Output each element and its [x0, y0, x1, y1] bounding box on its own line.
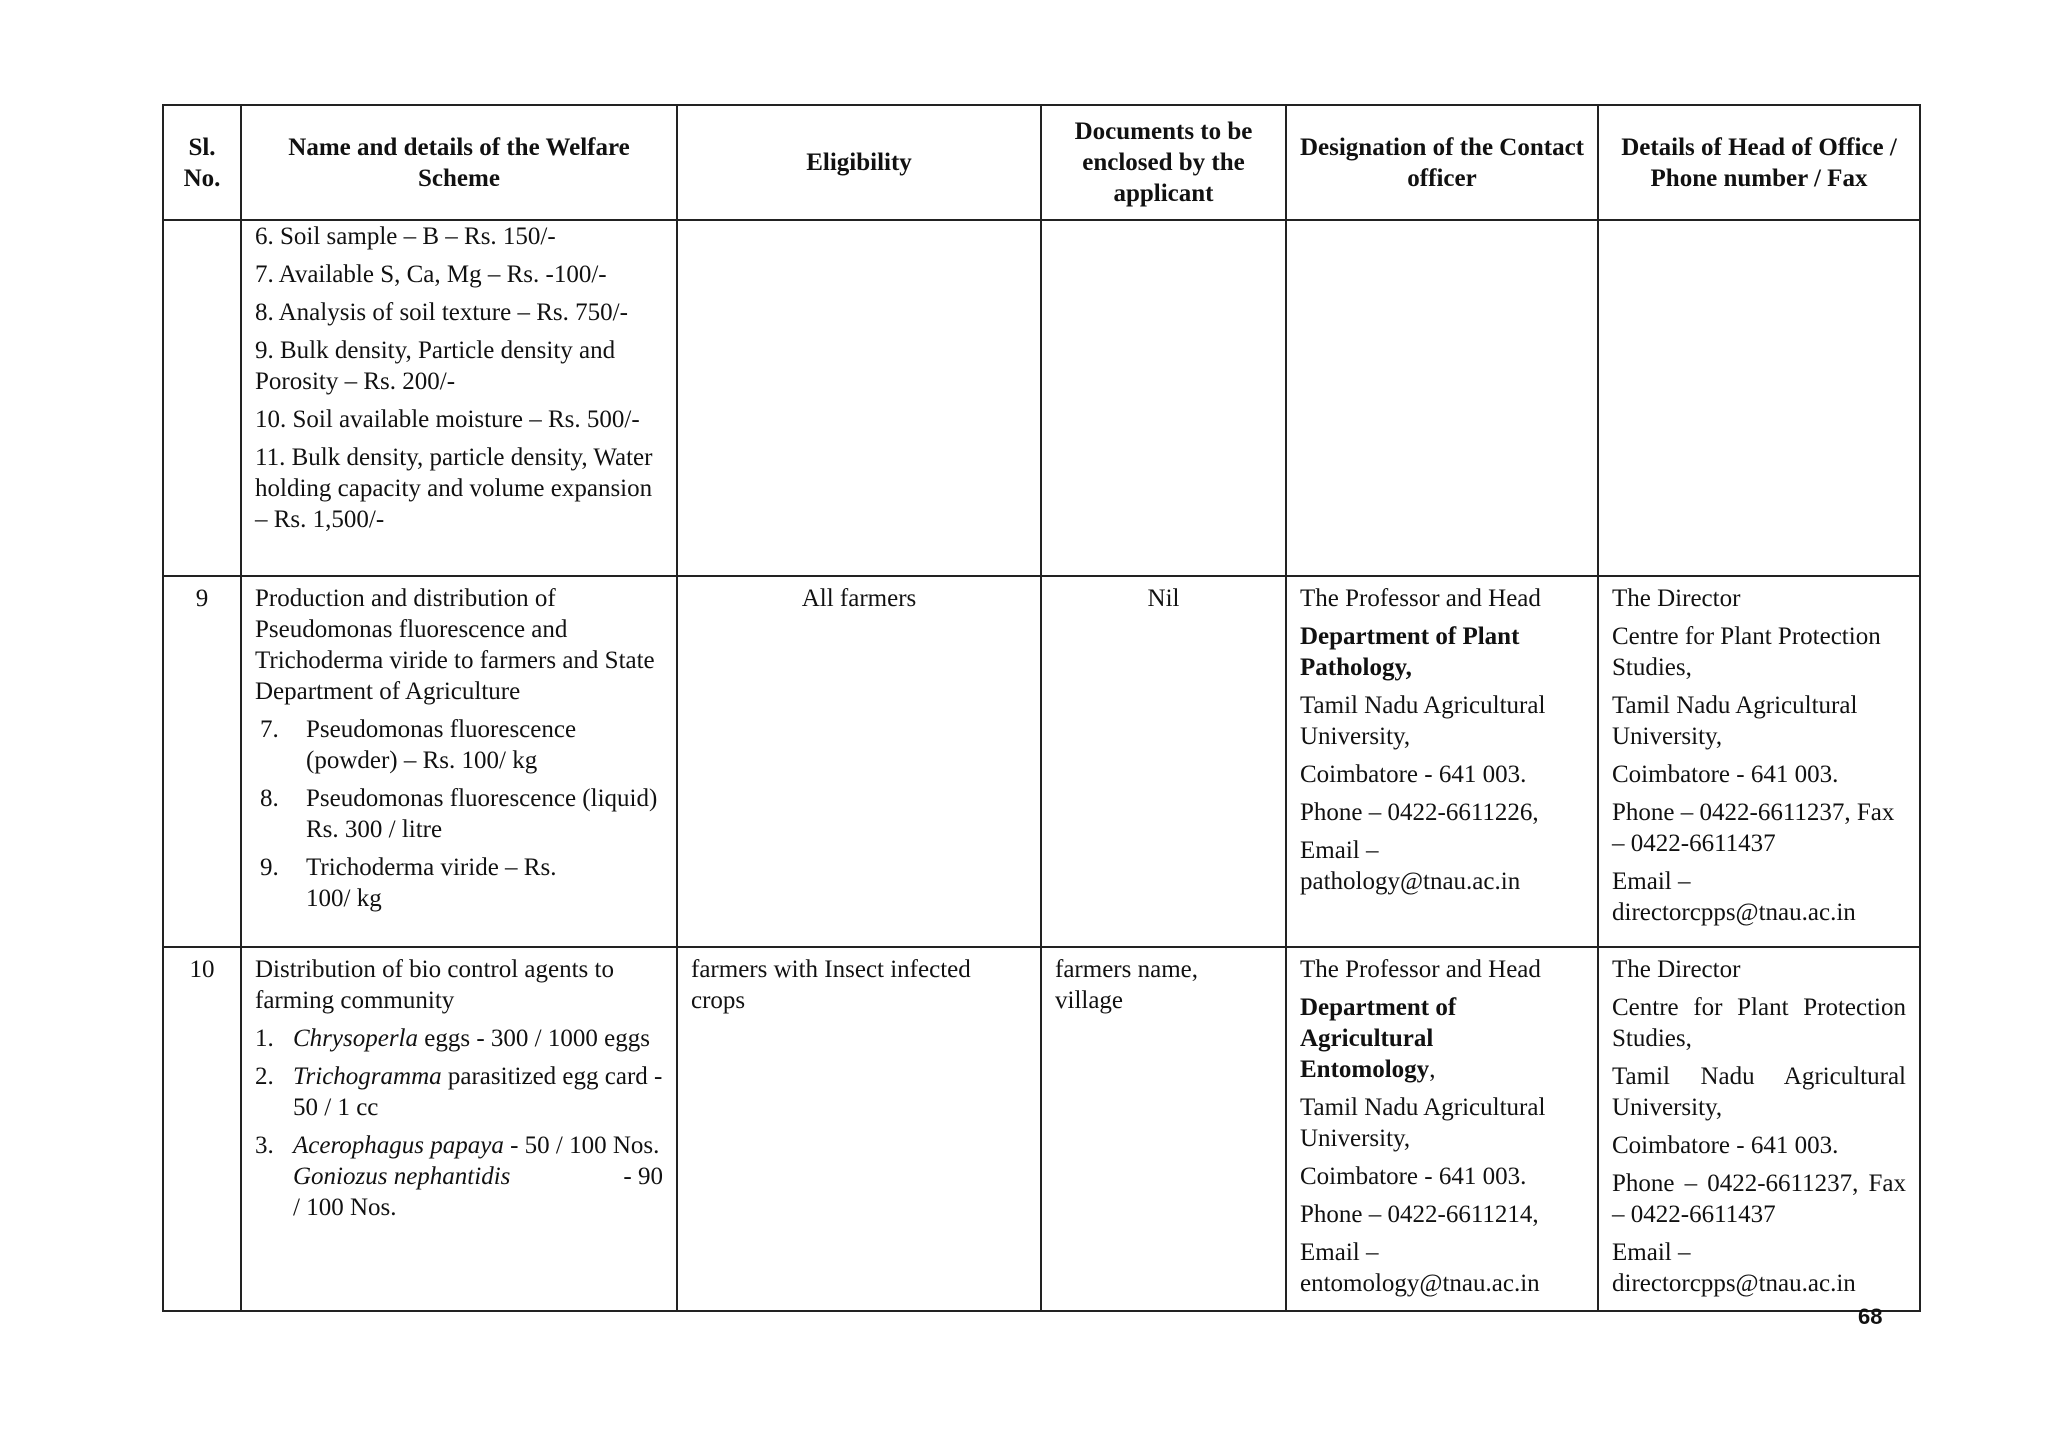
list-item	[255, 1023, 663, 1054]
scheme-cell	[241, 576, 677, 947]
table-row	[163, 947, 1920, 1311]
item-text: Trichoderma viride – Rs. 100/ kg	[306, 854, 557, 912]
centre-name: Centre for Plant Protection Studies,	[1612, 623, 1881, 681]
email-address: Email – directorcpps@tnau.ac.in	[1612, 1239, 1856, 1297]
university-name: Tamil Nadu Agricultural University,	[1300, 1094, 1546, 1152]
list-item	[255, 783, 663, 845]
department-comma: ,	[1429, 1056, 1436, 1083]
list-item: 6. Soil sample – B – Rs. 150/-	[255, 223, 556, 250]
species-name: Trichogramma	[293, 1063, 442, 1090]
email-address: Email – directorcpps@tnau.ac.in	[1612, 868, 1856, 926]
city-pincode: Coimbatore - 641 003.	[1612, 761, 1839, 788]
head-title: The Director	[1612, 585, 1741, 612]
list-item: 7. Available S, Ca, Mg – Rs. -100/-	[255, 261, 607, 288]
scheme-intro: Production and distribution of Pseudomonas fluorescence and Trichoderma viride to farmers and State Department of Agriculture	[255, 585, 655, 705]
city-pincode: Coimbatore - 641 003.	[1300, 1163, 1527, 1190]
species-name: Acerophagus papaya	[293, 1132, 504, 1159]
welfare-scheme-table	[162, 104, 1921, 1312]
documents-cell: farmers name, village	[1041, 947, 1286, 1311]
email-address: Email – entomology@tnau.ac.in	[1300, 1239, 1540, 1297]
documents-cell: Nil	[1041, 576, 1286, 947]
species-name: Goniozus nephantidis	[293, 1163, 511, 1190]
header-contact-officer: Designation of the Contact officer	[1286, 105, 1598, 220]
phone-number: Phone – 0422-6611214,	[1300, 1201, 1539, 1228]
item-text: Pseudomonas fluorescence (powder) – Rs. 100/ kg	[306, 716, 577, 774]
head-cell	[1598, 576, 1920, 947]
table-row	[163, 576, 1920, 947]
officer-title: The Professor and Head	[1300, 956, 1541, 983]
documents-cell	[1041, 220, 1286, 576]
city-pincode: Coimbatore - 641 003.	[1300, 761, 1527, 788]
designation-cell	[1286, 576, 1598, 947]
sl-cell: 10	[163, 947, 241, 1311]
list-item: 11. Bulk density, particle density, Water holding capacity and volume expansion – Rs. 1,500/-	[255, 444, 653, 533]
university-name: Tamil Nadu Agricultural University,	[1300, 692, 1546, 750]
item-number: 7.	[260, 716, 279, 743]
header-head-of-office: Details of Head of Office / Phone number / Fax	[1598, 105, 1920, 220]
department-name: Department of Plant Pathology,	[1300, 623, 1520, 681]
item-number: 8.	[260, 785, 279, 812]
item-number: 3.	[255, 1132, 274, 1159]
item-number: 9.	[260, 854, 279, 881]
item-rate: - 50 / 100 Nos.	[503, 1132, 660, 1159]
sl-cell	[163, 220, 241, 576]
header-documents: Documents to be enclosed by the applicant	[1041, 105, 1286, 220]
eligibility-cell	[677, 220, 1041, 576]
species-name: Chrysoperla	[293, 1025, 418, 1052]
list-item	[255, 1061, 663, 1123]
item-text: Pseudomonas fluorescence (liquid) Rs. 300 / litre	[306, 785, 658, 843]
eligibility-cell: All farmers	[677, 576, 1041, 947]
header-eligibility: Eligibility	[677, 105, 1041, 220]
table-header-row	[163, 105, 1920, 220]
head-title: The Director	[1612, 956, 1741, 983]
department-name: Department of Agricultural Entomology	[1300, 994, 1457, 1083]
sl-cell: 9	[163, 576, 241, 947]
list-item	[255, 714, 663, 776]
header-sl-no: Sl. No.	[163, 105, 241, 220]
phone-number: Phone – 0422-6611226,	[1300, 799, 1539, 826]
list-item	[255, 1130, 663, 1161]
scheme-intro: Distribution of bio control agents to farming community	[255, 956, 614, 1014]
item-rate: / 100 Nos.	[293, 1194, 397, 1221]
page-number: 68	[1858, 1304, 1883, 1329]
designation-cell	[1286, 220, 1598, 576]
item-rate: parasitized egg card - 50 / 1 cc	[293, 1063, 663, 1121]
list-item: 10. Soil available moisture – Rs. 500/-	[255, 406, 640, 433]
list-item: 8. Analysis of soil texture – Rs. 750/-	[255, 299, 628, 326]
scheme-cell	[241, 220, 677, 576]
list-item	[255, 852, 663, 914]
designation-cell	[1286, 947, 1598, 1311]
eligibility-cell: farmers with Insect infected crops	[677, 947, 1041, 1311]
scheme-cell	[241, 947, 677, 1311]
university-name: Tamil Nadu Agricultural University,	[1612, 1063, 1906, 1121]
item-rate: - 90	[623, 1163, 663, 1190]
city-pincode: Coimbatore - 641 003.	[1612, 1132, 1839, 1159]
list-item	[255, 1161, 663, 1192]
phone-fax: Phone – 0422-6611237, Fax – 0422-6611437	[1612, 1170, 1906, 1228]
head-cell	[1598, 220, 1920, 576]
item-number: 1.	[255, 1025, 274, 1052]
centre-name: Centre for Plant Protection Studies,	[1612, 994, 1906, 1052]
list-item: 9. Bulk density, Particle density and Porosity – Rs. 200/-	[255, 337, 616, 395]
item-rate: eggs - 300 / 1000 eggs	[418, 1025, 650, 1052]
phone-fax: Phone – 0422-6611237, Fax – 0422-6611437	[1612, 799, 1895, 857]
item-number: 2.	[255, 1063, 274, 1090]
university-name: Tamil Nadu Agricultural University,	[1612, 692, 1858, 750]
officer-title: The Professor and Head	[1300, 585, 1541, 612]
head-cell	[1598, 947, 1920, 1311]
email-address: Email – pathology@tnau.ac.in	[1300, 837, 1521, 895]
header-scheme-name: Name and details of the Welfare Scheme	[241, 105, 677, 220]
table-row	[163, 220, 1920, 576]
